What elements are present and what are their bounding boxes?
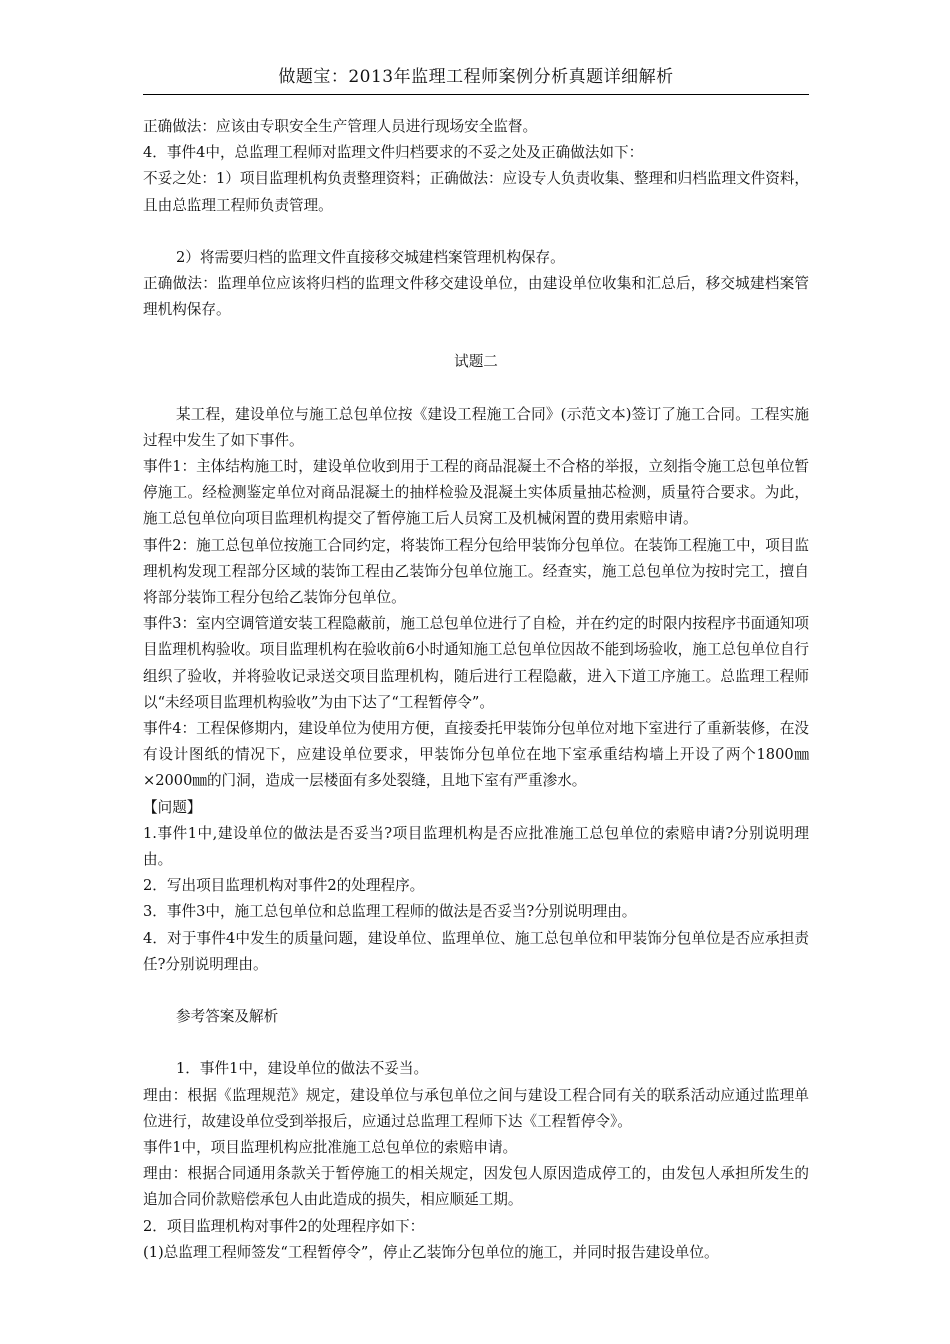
spacer: [143, 1030, 809, 1056]
paragraph: 理由：根据合同通用条款关于暂停施工的相关规定，因发包人原因造成停工的，由发包人承担所发生的追加合同价款赔偿承包人由此造成的损失，相应顺延工期。: [143, 1165, 809, 1209]
paragraph: 事件3：室内空调管道安装工程隐蔽前，施工总包单位进行了自检，并在约定的时限内按程序书面通知项目监理机构验收。项目监理机构在验收前6小时通知施工总包单位因故不能到场验收，施工总包单位自行组织了验收，并将验收记录送交项目监理机构，随后进行工程隐蔽，进入下道工序施工。总监理工程师以“未经项目监理机构验收”为由下达了“工程暂停令”。: [143, 615, 810, 711]
document-body: [143, 114, 809, 1266]
question-item: 1.事件1中,建设单位的做法是否妥当?项目监理机构是否应批准施工总包单位的索赔申请?分别说明理由。: [143, 824, 809, 869]
paragraph: 某工程，建设单位与施工总包单位按《建设工程施工合同》(示范文本)签订了施工合同。工程实施过程中发生了如下事件。: [143, 405, 809, 449]
paragraph: 1．事件1中，建设单位的做法不妥当。: [176, 1060, 429, 1078]
questions-heading: 【问题】: [143, 798, 202, 816]
paragraph: 事件4：工程保修期内，建设单位为使用方便，直接委托甲装饰分包单位对地下室进行了重新装修，在没有设计图纸的情况下，应建设单位要求，甲装饰分包单位在地下室承重结构墙上开设了两个1800㎜×2000㎜的门洞，造成一层楼面有多处裂缝，且地下室有严重渗水。: [143, 720, 810, 790]
paragraph: 4．事件4中，总监理工程师对监理文件归档要求的不妥之处及正确做法如下：: [143, 144, 644, 162]
page-header-title: 做题宝：2013年监理工程师案例分析真题详细解析: [278, 67, 674, 87]
paragraph: (1)总监理工程师签发“工程暂停令”，停止乙装饰分包单位的施工，并同时报告建设单位。: [143, 1243, 719, 1261]
question-item: 4．对于事件4中发生的质量问题，建设单位、监理单位、施工总包单位和甲装饰分包单位是否应承担责任?分别说明理由。: [143, 929, 809, 973]
paragraph: 2．项目监理机构对事件2的处理程序如下：: [143, 1217, 425, 1235]
spacer: [143, 219, 809, 245]
paragraph: 正确做法：监理单位应该将归档的监理文件移交建设单位，由建设单位收集和汇总后，移交城建档案管理机构保存。: [143, 275, 809, 319]
section-title: 试题二: [454, 353, 498, 371]
question-item: 2．写出项目监理机构对事件2的处理程序。: [143, 877, 425, 895]
paragraph: 事件1：主体结构施工时，建设单位收到用于工程的商品混凝土不合格的举报，立刻指令施工总包单位暂停施工。经检测鉴定单位对商品混凝土的抽样检验及混凝土实体质量抽芯检测，质量符合要求。为此，施工总包单位向项目监理机构提交了暂停施工后人员窝工及机械闲置的费用索赔申请。: [143, 458, 810, 528]
spacer: [143, 323, 809, 349]
answers-heading: 参考答案及解析: [176, 1008, 279, 1026]
paragraph: 理由：根据《监理规范》规定，建设单位与承包单位之间与建设工程合同有关的联系活动应通过监理单位进行，故建设单位受到举报后，应通过总监理工程师下达《工程暂停令》。: [143, 1086, 809, 1130]
header-divider: [143, 94, 809, 95]
paragraph: 事件1中，项目监理机构应批准施工总包单位的索赔申请。: [143, 1138, 518, 1156]
spacer: [143, 978, 809, 1004]
paragraph: 不妥之处：1）项目监理机构负责整理资料；正确做法：应设专人负责收集、整理和归档监理文件资料，且由总监理工程师负责管理。: [143, 170, 810, 214]
question-item: 3．事件3中，施工总包单位和总监理工程师的做法是否妥当?分别说明理由。: [143, 903, 637, 921]
spacer: [143, 376, 809, 402]
paragraph: 2）将需要归档的监理文件直接移交城建档案管理机构保存。: [176, 248, 565, 266]
paragraph: 正确做法：应该由专职安全生产管理人员进行现场安全监督。: [143, 118, 538, 135]
paragraph: 事件2：施工总包单位按施工合同约定，将装饰工程分包给甲装饰分包单位。在装饰工程施工中，项目监理机构发现工程部分区域的装饰工程由乙装饰分包单位施工。经查实，施工总包单位为按时完工，擅自将部分装饰工程分包给乙装饰分包单位。: [143, 536, 810, 607]
